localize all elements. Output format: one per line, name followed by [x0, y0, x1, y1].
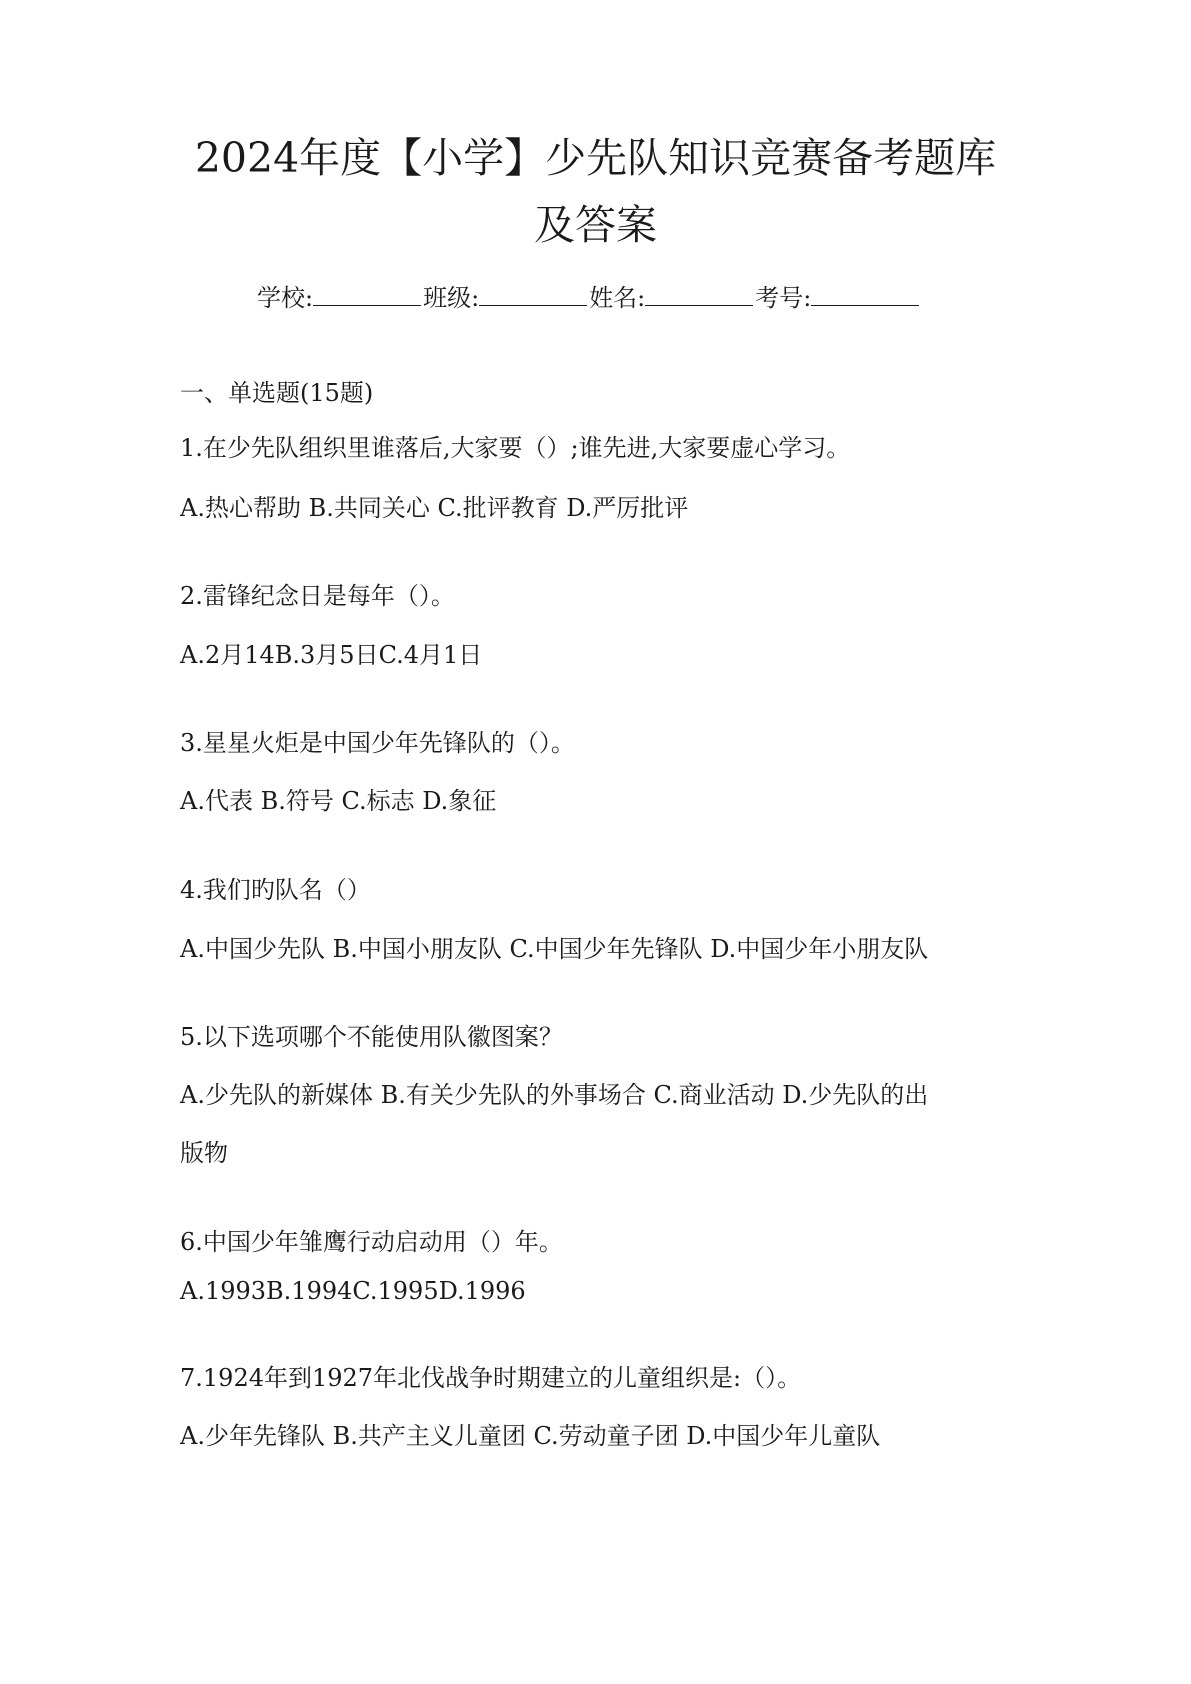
- question-5-options-continued: 版物: [180, 1139, 228, 1167]
- question-4-options: A.中国少先队 B.中国小朋友队 C.中国少年先锋队 D.中国少年小朋友队: [180, 935, 929, 963]
- class-blank: [479, 283, 587, 306]
- question-2-options: A.2月14B.3月5日C.4月1日: [180, 641, 483, 669]
- question-1-options: A.热心帮助 B.共同关心 C.批评教育 D.严厉批评: [180, 494, 689, 522]
- document-title-line-2: 及答案: [534, 201, 657, 249]
- question-3: 3.星星火炬是中国少年先锋队的（）。: [180, 729, 575, 757]
- question-6-options: A.1993B.1994C.1995D.1996: [180, 1277, 526, 1305]
- question-1: 1.在少先队组织里谁落后,大家要（）;谁先进,大家要虚心学习。: [180, 434, 851, 462]
- class-label: 班级:: [423, 284, 480, 312]
- name-label: 姓名:: [589, 284, 646, 312]
- name-blank: [645, 283, 753, 306]
- question-7: 7.1924年到1927年北伐战争时期建立的儿童组织是:（）。: [180, 1364, 802, 1392]
- question-2: 2.雷锋纪念日是每年（）。: [180, 582, 455, 610]
- question-7-options: A.少年先锋队 B.共产主义儿童团 C.劳动童子团 D.中国少年儿童队: [180, 1422, 881, 1450]
- question-4: 4.我们旳队名（）: [180, 876, 371, 904]
- student-info-row: [257, 283, 921, 313]
- exam-number-label: 考号:: [755, 284, 812, 312]
- document-title-line-1: 2024年度【小学】少先队知识竞赛备考题库: [194, 134, 997, 182]
- section-heading: 一、单选题(15题): [180, 379, 374, 407]
- school-label: 学校:: [257, 284, 314, 312]
- question-3-options: A.代表 B.符号 C.标志 D.象征: [180, 787, 497, 815]
- question-5-options: A.少先队的新媒体 B.有关少先队的外事场合 C.商业活动 D.少先队的出: [180, 1081, 929, 1109]
- question-6: 6.中国少年雏鹰行动启动用（）年。: [180, 1228, 563, 1256]
- question-5: 5.以下选项哪个不能使用队徽图案？: [180, 1023, 563, 1051]
- exam-number-blank: [811, 283, 919, 306]
- school-blank: [313, 283, 421, 306]
